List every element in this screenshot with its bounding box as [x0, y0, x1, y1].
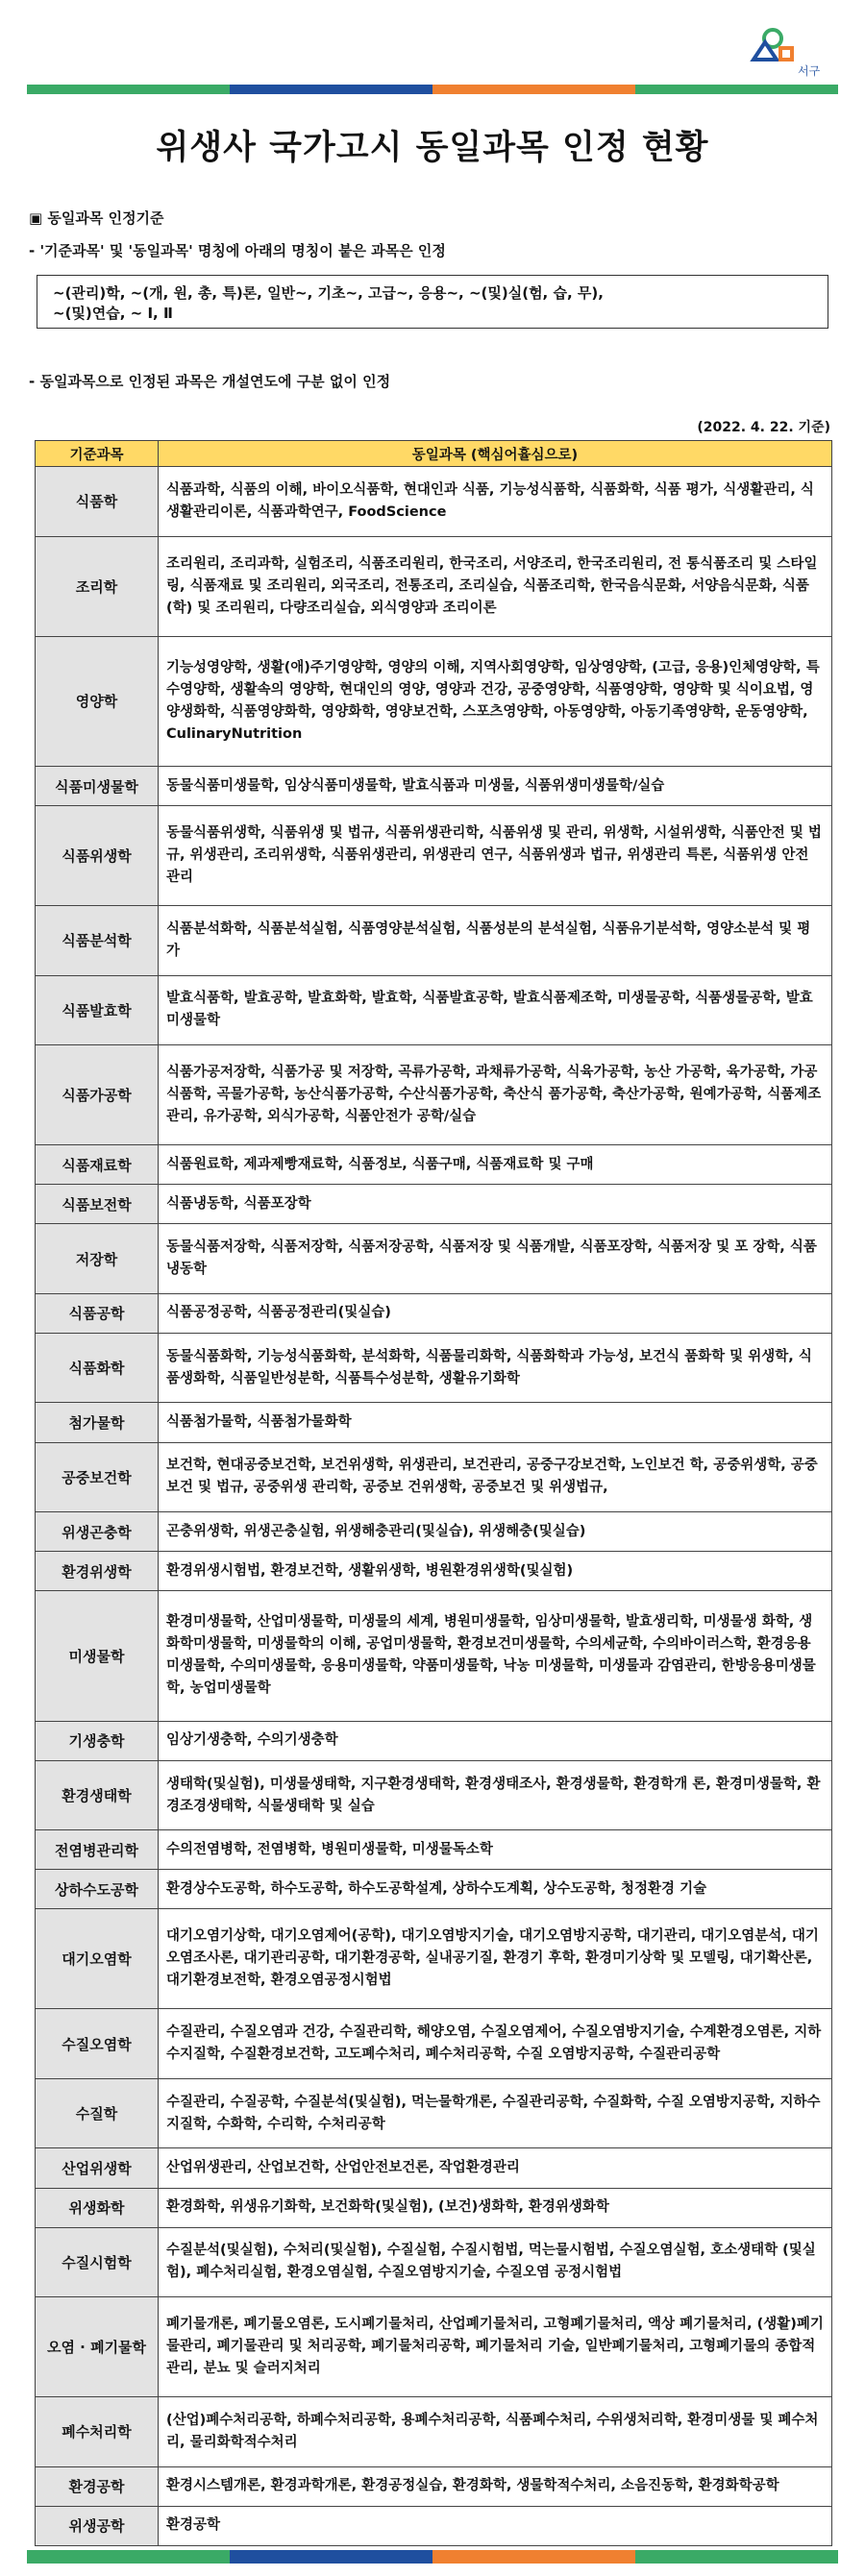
table-row: [36, 1403, 832, 1442]
base-subject-cell: 위생화학: [36, 2188, 159, 2227]
base-subject-cell: 영양학: [36, 636, 159, 767]
base-subject-cell: 상하수도공학: [36, 1870, 159, 1909]
base-subject-cell: 저장학: [36, 1224, 159, 1294]
suffix-rules-box: [37, 275, 828, 329]
table-row: [36, 1045, 832, 1145]
base-subject-cell: 환경생태학: [36, 1760, 159, 1830]
equivalent-subjects-cell: (산업)폐수처리공학, 하폐수처리공학, 용폐수처리공학, 식품폐수처리, 수위생처리학, 환경미생물 및 폐수처리, 물리화학적수처리: [159, 2397, 832, 2467]
base-subject-cell: 전염병관리학: [36, 1830, 159, 1870]
base-subject-cell: 수질오염학: [36, 2009, 159, 2079]
base-subject-cell: 수질학: [36, 2078, 159, 2148]
stripe-segment: [230, 85, 432, 94]
equivalent-subjects-cell: 산업위생관리, 산업보건학, 산업안전보건론, 작업환경관리: [159, 2148, 832, 2188]
equivalent-subjects-cell: 대기오염기상학, 대기오염제어(공학), 대기오염방지기술, 대기오염방지공학, 대기관리, 대기오염분석, 대기오염조사론, 대기관리공학, 대기환경공학, 실내공기질, 환경기 후학, 환경미기상학 및 모델링, 대기확산론, 대기환경보전학, 환경오염공정시험법: [159, 1909, 832, 2009]
rule-line: ~(및)연습, ~ Ⅰ, Ⅱ: [53, 305, 173, 322]
equivalent-subjects-cell: 환경시스템개론, 환경과학개론, 환경공정실습, 환경화학, 생물학적수처리, 소음진동학, 환경화학공학: [159, 2466, 832, 2506]
table-row: [36, 2466, 832, 2506]
equivalent-subjects-cell: 생태학(및실험), 미생물생태학, 지구환경생태학, 환경생태조사, 환경생물학, 환경학개 론, 환경미생물학, 환경조경생태학, 식물생태학 및 실습: [159, 1760, 832, 1830]
stripe-segment: [432, 2550, 635, 2564]
equivalent-subjects-cell: 곤충위생학, 위생곤충실험, 위생해충관리(및실습), 위생해충(및실습): [159, 1512, 832, 1552]
base-subject-cell: 첨가물학: [36, 1403, 159, 1442]
equivalent-subjects-cell: 동물식품위생학, 식품위생 및 법규, 식품위생관리학, 식품위생 및 관리, 위생학, 시설위생학, 식품안전 및 법규, 위생관리, 조리위생학, 식품위생관리, 위생관리 연구, 식품위생과 법규, 위생관리 특론, 식품위생 안전 관리: [159, 806, 832, 906]
reference-date: (2022. 4. 22. 기준): [697, 420, 830, 435]
equivalent-subjects-cell: 수질분석(및실험), 수처리(및실험), 수질실험, 수질시험법, 먹는물시험법, 수질오염실험, 호소생태학 (및실험), 폐수처리실험, 환경오염실험, 수질오염방지기술, 수질오염 공정시험법: [159, 2227, 832, 2297]
table-row: [36, 536, 832, 636]
base-subject-cell: 식품화학: [36, 1333, 159, 1403]
table-row: [36, 1830, 832, 1870]
base-subject-cell: 조리학: [36, 536, 159, 636]
equivalent-subjects-cell: 환경위생시험법, 환경보건학, 생활위생학, 병원환경위생학(및실험): [159, 1552, 832, 1591]
base-subject-cell: 식품분석학: [36, 906, 159, 976]
equivalent-subjects-cell: 환경공학: [159, 2506, 832, 2545]
base-subject-cell: 식품보전학: [36, 1185, 159, 1224]
equivalent-subjects-cell: 식품과학, 식품의 이해, 바이오식품학, 현대인과 식품, 기능성식품학, 식품화학, 식품 평가, 식생활관리, 식생활관리이론, 식품과학연구, FoodScience: [159, 467, 832, 537]
table-row: [36, 1293, 832, 1333]
stripe-segment: [432, 85, 635, 94]
stripe-segment: [27, 85, 230, 94]
stripe-segment: [230, 2550, 432, 2564]
equivalent-subjects-cell: 동물식품화학, 기능성식품화학, 분석화학, 식품물리화학, 식품화학과 가능성, 보건식 품화학 및 위생학, 식품생화학, 식품일반성분학, 식품특수성분학, 생활유기화학: [159, 1333, 832, 1403]
page-title: 위생사 국가고시 동일과목 인정 현황: [156, 129, 709, 167]
table-row: [36, 1870, 832, 1909]
table-row: [36, 2506, 832, 2545]
equivalent-subjects-cell: 폐기물개론, 폐기물오염론, 도시폐기물처리, 산업폐기물처리, 고형폐기물처리, 액상 폐기물처리, (생활)폐기물관리, 폐기물관리 및 처리공학, 폐기물처리공학, 폐기물처리 기술, 일반폐기물처리, 고형폐기물의 종합적관리, 분뇨 및 슬러지처리: [159, 2297, 832, 2397]
equivalent-subjects-cell: 동물식품저장학, 식품저장학, 식품저장공학, 식품저장 및 식품개발, 식품포장학, 식품저장 및 포 장학, 식품냉동학: [159, 1224, 832, 1294]
equivalent-subjects-cell: 식품원료학, 제과제빵재료학, 식품정보, 식품구매, 식품재료학 및 구매: [159, 1145, 832, 1185]
table-row: [36, 1591, 832, 1722]
table-row: [36, 1333, 832, 1403]
equivalent-subjects-cell: 식품분석화학, 식품분석실험, 식품영양분석실험, 식품성분의 분석실험, 식품유기분석학, 영양소분석 및 평가: [159, 906, 832, 976]
base-subject-cell: 대기오염학: [36, 1909, 159, 2009]
equivalent-subjects-cell: 발효식품학, 발효공학, 발효화학, 발효학, 식품발효공학, 발효식품제조학, 미생물공학, 식품생물공학, 발효미생물학: [159, 975, 832, 1045]
rule-line: ~(관리)학, ~(개, 원, 총, 특)론, 일반~, 기초~, 고급~, 응용~, ~(및)실(험, 습, 무),: [53, 284, 604, 302]
table-header-row: [36, 441, 832, 467]
table-row: [36, 2297, 832, 2397]
table-row: [36, 2009, 832, 2079]
stripe-segment: [27, 2550, 230, 2564]
base-subject-cell: 식품가공학: [36, 1045, 159, 1145]
svg-text:서구: 서구: [798, 64, 821, 78]
base-subject-cell: 오염 · 폐기물학: [36, 2297, 159, 2397]
color-stripe-bottom: [27, 2550, 838, 2564]
equivalent-subjects-cell: 수질관리, 수질공학, 수질분석(및실험), 먹는물학개론, 수질관리공학, 수질화학, 수질 오염방지공학, 지하수지질학, 수화학, 수리학, 수처리공학: [159, 2078, 832, 2148]
equivalent-subjects-cell: 수질관리, 수질오염과 건강, 수질관리학, 해양오염, 수질오염제어, 수질오염방지기술, 수계환경오염론, 지하수지질학, 수질환경보건학, 고도폐수처리, 폐수처리공학, 수질 오염방지공학, 수질관리공학: [159, 2009, 832, 2079]
base-subject-cell: 미생물학: [36, 1591, 159, 1722]
table-row: [36, 1224, 832, 1294]
table-row: [36, 2227, 832, 2297]
table-row: [36, 906, 832, 976]
equivalent-subjects-cell: 보건학, 현대공중보건학, 보건위생학, 위생관리, 보건관리, 공중구강보건학, 노인보건 학, 공중위생학, 공중보건 및 법규, 공중위생 관리학, 공중보 건위생학, 공중보건 및 위생법규,: [159, 1442, 832, 1512]
table-row: [36, 1721, 832, 1760]
color-stripe-top: [27, 85, 838, 94]
table-row: [36, 1552, 832, 1591]
column-header: 기준과목: [36, 441, 159, 467]
equivalent-subjects-cell: 환경화학, 위생유기화학, 보건화학(및실험), (보건)생화학, 환경위생화학: [159, 2188, 832, 2227]
table-row: [36, 1145, 832, 1185]
base-subject-cell: 공중보건학: [36, 1442, 159, 1512]
base-subject-cell: 폐수처리학: [36, 2397, 159, 2467]
table-row: [36, 636, 832, 767]
base-subject-cell: 기생충학: [36, 1721, 159, 1760]
table-row: [36, 2148, 832, 2188]
column-header: 동일과목 (핵심어휼심으로): [159, 441, 832, 467]
subject-table: [35, 440, 832, 2546]
base-subject-cell: 수질시험학: [36, 2227, 159, 2297]
stripe-segment: [635, 2550, 838, 2564]
base-subject-cell: 식품공학: [36, 1293, 159, 1333]
equivalent-subjects-cell: 수의전염병학, 전염병학, 병원미생물학, 미생물독소학: [159, 1830, 832, 1870]
base-subject-cell: 위생공학: [36, 2506, 159, 2545]
table-row: [36, 1185, 832, 1224]
stripe-segment: [635, 85, 838, 94]
base-subject-cell: 식품미생물학: [36, 767, 159, 806]
base-subject-cell: 위생곤충학: [36, 1512, 159, 1552]
equivalent-subjects-cell: 기능성영양학, 생활(애)주기영양학, 영양의 이해, 지역사회영양학, 임상영양학, (고급, 응용)인체영양학, 특수영양학, 생활속의 영양학, 현대인의 영양, 영양과 건강, 공중영양학, 식품영양학, 영양학 및 식이요법, 영양생화학, 식품영양화학, 영양화학, 영양보건학, 스포츠영양학, 아동영양학, 아동기족영양학, 운동영양학, CulinaryNutrition: [159, 636, 832, 767]
base-subject-cell: 식품발효학: [36, 975, 159, 1045]
equivalent-subjects-cell: 동물식품미생물학, 임상식품미생물학, 발효식품과 미생물, 식품위생미생물학/실습: [159, 767, 832, 806]
equivalent-subjects-cell: 임상기생충학, 수의기생충학: [159, 1721, 832, 1760]
table-row: [36, 1909, 832, 2009]
equivalent-subjects-cell: 식품냉동학, 식품포장학: [159, 1185, 832, 1224]
table-row: [36, 2397, 832, 2467]
seogu-logo: [715, 25, 830, 81]
equivalent-subjects-cell: 식품공정공학, 식품공정관리(및실습): [159, 1293, 832, 1333]
table-row: [36, 1442, 832, 1512]
year-note: - 동일과목으로 인정된 과목은 개설연도에 구분 없이 인정: [29, 373, 391, 390]
table-row: [36, 1760, 832, 1830]
section-heading: ▣ 동일과목 인정기준: [29, 209, 164, 227]
base-subject-cell: 산업위생학: [36, 2148, 159, 2188]
table-row: [36, 767, 832, 806]
equivalent-subjects-cell: 조리원리, 조리과학, 실험조리, 식품조리원리, 한국조리, 서양조리, 한국조리원리, 전 통식품조리 및 스타일링, 식품재료 및 조리원리, 외국조리, 전통조리, 조리실습, 식품조리학, 한국음식문화, 서양음식문화, 식품(학) 및 조리원리, 다량조리실습, 외식영양과 조리이론: [159, 536, 832, 636]
table-row: [36, 806, 832, 906]
table-row: [36, 467, 832, 537]
base-subject-cell: 식품재료학: [36, 1145, 159, 1185]
table-row: [36, 2188, 832, 2227]
table-row: [36, 1512, 832, 1552]
criteria-note: - '기준과목' 및 '동일과목' 명칭에 아래의 명칭이 붙은 과목은 인정: [29, 242, 446, 259]
equivalent-subjects-cell: 식품가공저장학, 식품가공 및 저장학, 곡류가공학, 과채류가공학, 식육가공학, 농산 가공학, 육가공학, 가공식품학, 곡물가공학, 농산식품가공학, 수산식품가공학, 축산식 품가공학, 축산가공학, 원예가공학, 식품제조관리, 유가공학, 외식가공학, 식품안전가 공학/실습: [159, 1045, 832, 1145]
equivalent-subjects-cell: 환경상수도공학, 하수도공학, 하수도공학설계, 상하수도계획, 상수도공학, 청정환경 기술: [159, 1870, 832, 1909]
table-row: [36, 2078, 832, 2148]
equivalent-subjects-cell: 환경미생물학, 산업미생물학, 미생물의 세계, 병원미생물학, 임상미생물학, 발효생리학, 미생물생 화학, 생화학미생물학, 미생물학의 이해, 공업미생물학, 환경보건미생물학, 수의세균학, 수의바이러스학, 환경응용미생물학, 수의미생물학, 응용미생물학, 약품미생물학, 낙농 미생물학, 미생물과 감염관리, 한방응용미생물학, 농업미생물학: [159, 1591, 832, 1722]
base-subject-cell: 식품위생학: [36, 806, 159, 906]
base-subject-cell: 식품학: [36, 467, 159, 537]
equivalent-subjects-cell: 식품첨가물학, 식품첨가물화학: [159, 1403, 832, 1442]
base-subject-cell: 환경위생학: [36, 1552, 159, 1591]
table-row: [36, 975, 832, 1045]
base-subject-cell: 환경공학: [36, 2466, 159, 2506]
